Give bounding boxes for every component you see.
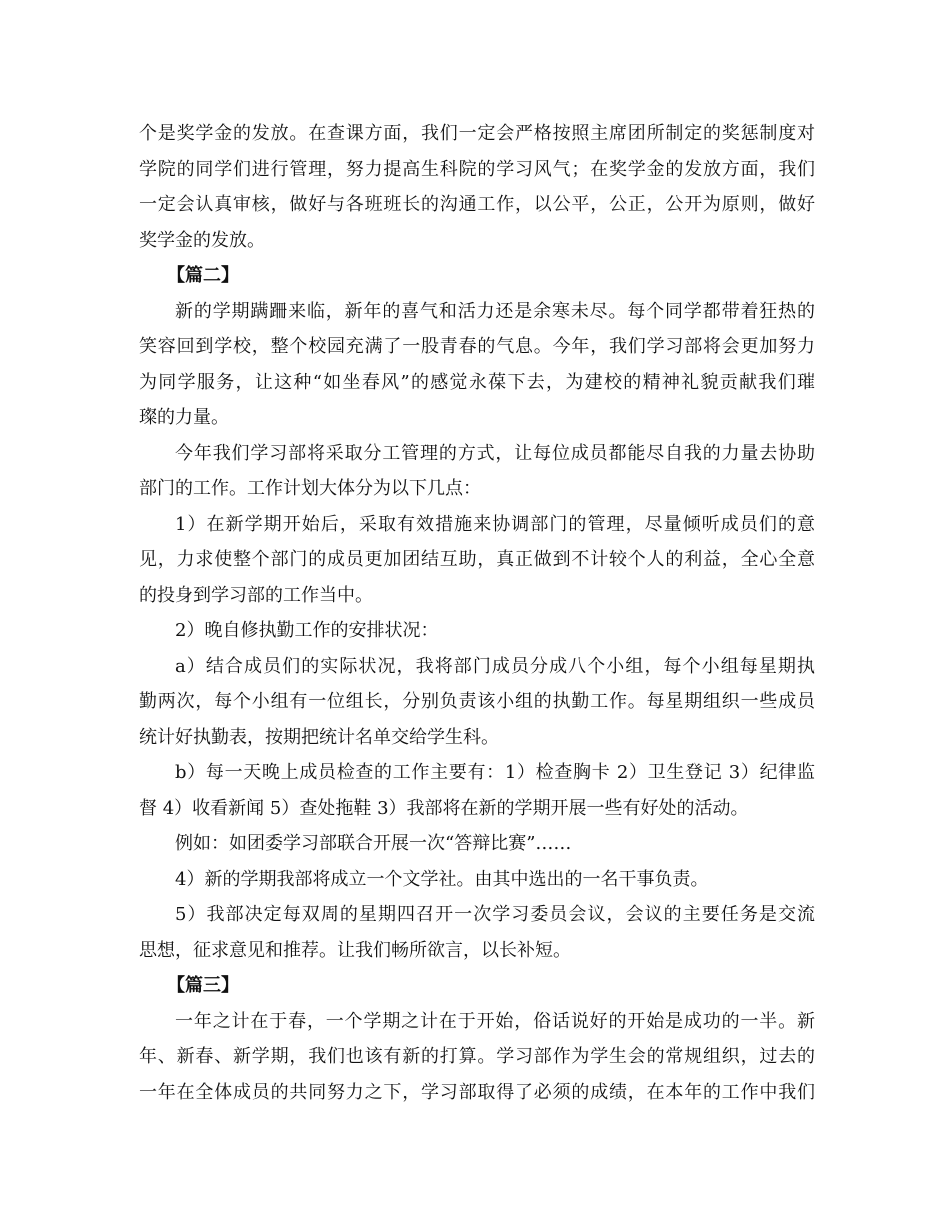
text-line: 新的学期蹒跚来临，新年的喜气和活力还是余寒未尽。每个同学都带着狂热的 [175,300,815,322]
text-line: 2）晚自修执勤工作的安排状况： [175,620,439,641]
text-line: 一定会认真审核，做好与各班班长的沟通工作，以公平，公正，公开为原则，做好 [139,194,815,215]
text-line: 个是奖学金的发放。在查课方面，我们一定会严格按照主席团所制定的奖惩制度对 [139,123,815,144]
text-line: 1）在新学期开始后，采取有效措施来协调部门的管理，尽量倾听成员们的意 [175,513,815,535]
section-heading: 【篇三】 [167,975,239,996]
text-line: 奖学金的发放。 [139,229,265,251]
text-line: 一年在全体成员的共同努力之下，学习部取得了必须的成绩，在本年的工作中我们 [139,1081,815,1103]
text-line: 部门的工作。工作计划大体分为以下几点： [139,478,481,499]
text-line: 的投身到学习部的工作当中。 [139,584,373,606]
document-body [139,116,815,1110]
text-line: 5）我部决定每双周的星期四召开一次学习委员会议，会议的主要任务是交流 [175,904,815,925]
text-line: 笑容回到学校，整个校园充满了一股青春的气息。今年，我们学习部将会更加努力 [139,336,815,357]
text-line: 年、新春、新学期，我们也该有新的打算。学习部作为学生会的常规组织，过去的 [139,1046,815,1067]
text-line: 学院的同学们进行管理，努力提高生科院的学习风气；在奖学金的发放方面，我们 [139,158,815,180]
text-line: 一年之计在于春，一个学期之计在于开始，俗话说好的开始是成功的一半。新 [175,1010,815,1032]
text-line: 例如：如团委学习部联合开展一次“答辩比赛”…… [175,833,572,854]
section-heading: 【篇二】 [167,265,239,286]
text-line: 璨的力量。 [139,407,229,428]
text-line: b）每一天晚上成员检查的工作主要有：1）检查胸卡 2）卫生登记 3）纪律监 [175,762,815,783]
text-line: 为同学服务，让这种“如坐春风”的感觉永葆下去，为建校的精神礼貌贡献我们璀 [139,371,815,393]
text-line: 今年我们学习部将采取分工管理的方式，让每位成员都能尽自我的力量去协助 [175,442,815,464]
text-line: 4）新的学期我部将成立一个文学社。由其中选出的一名干事负责。 [175,868,709,890]
text-line: 勤两次，每个小组有一位组长，分别负责该小组的执勤工作。每星期组织一些成员 [139,691,815,712]
text-line: 见，力求使整个部门的成员更加团结互助，真正做到不计较个人的利益，全心全意 [139,549,815,570]
text-line: 统计好执勤表，按期把统计名单交给学生科。 [139,726,499,748]
text-line: 督 4）收看新闻 5）查处拖鞋 3）我部将在新的学期开展一些有好处的活动。 [139,797,749,819]
text-line: 思想，征求意见和推荐。让我们畅所欲言，以长补短。 [139,939,571,961]
text-line: a）结合成员们的实际状况，我将部门成员分成八个小组，每个小组每星期执 [175,655,815,677]
